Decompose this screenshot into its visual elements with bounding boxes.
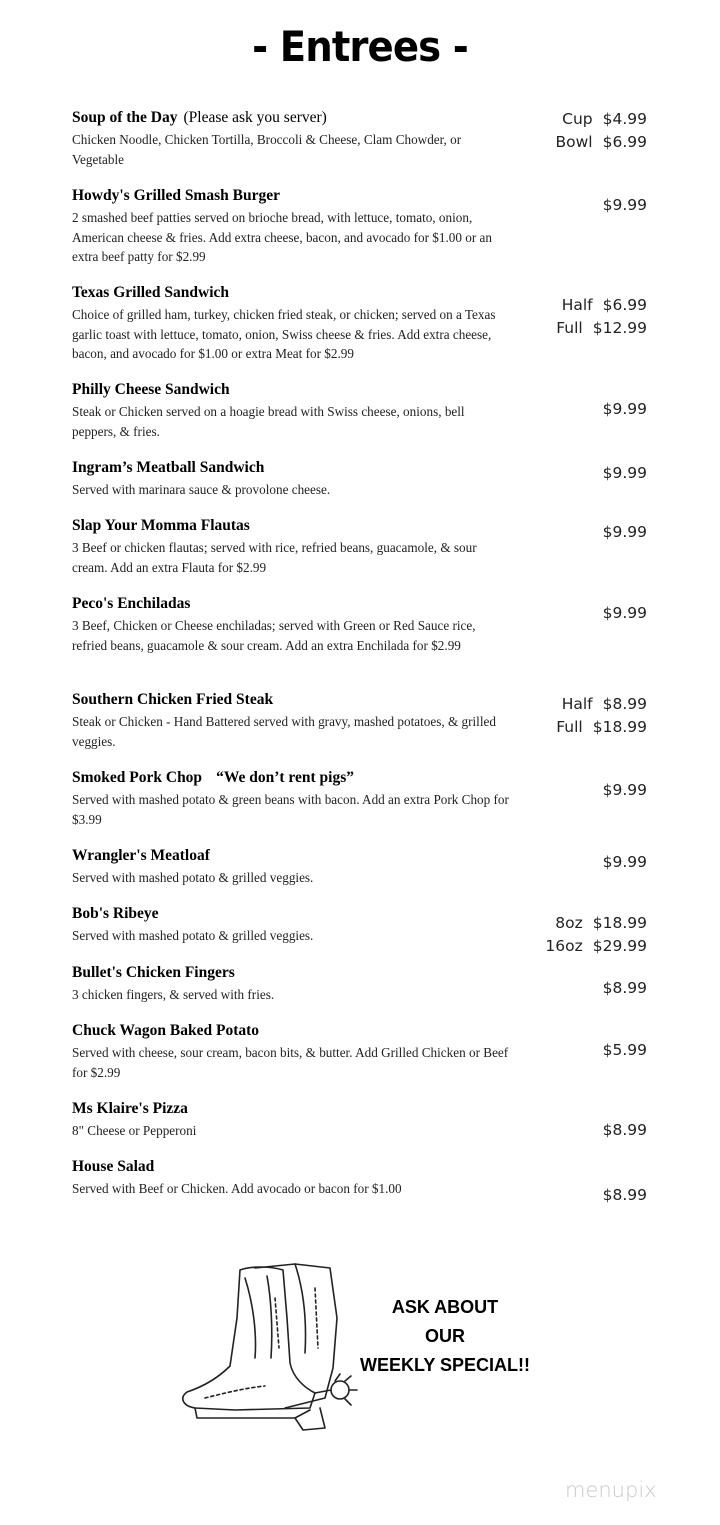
menu-item (72, 846, 647, 888)
menu-item (72, 458, 647, 500)
price-value: $9.99 (602, 196, 647, 214)
item-title: Chuck Wagon Baked Potato (72, 1022, 260, 1039)
item-title: Ms Klaire's Pizza (72, 1100, 188, 1117)
item-title: Smoked Pork Chop (72, 769, 203, 786)
price-label: Cup (562, 110, 593, 128)
item-description: Steak or Chicken served on a hoagie bread with Swiss cheese, onions, bell peppers, & fries. (72, 404, 465, 439)
price-value: $8.99 (602, 1186, 647, 1204)
price-row (603, 602, 647, 625)
price-row (603, 1119, 647, 1142)
item-description: Served with cheese, sour cream, bacon bits, & butter. Add Grilled Chicken or Beef for $2.99 (72, 1045, 509, 1080)
item-description: 8" Cheese or Pepperoni (72, 1123, 197, 1138)
item-name (72, 768, 647, 788)
item-title: Bob's Ribeye (72, 905, 159, 922)
item-prices (603, 779, 647, 802)
item-prices (603, 1119, 647, 1142)
item-prices (556, 693, 647, 739)
item-description: 3 chicken fingers, & served with fries. (72, 987, 275, 1002)
price-row (603, 1184, 647, 1207)
menu-item (72, 1157, 647, 1204)
price-row (556, 693, 647, 716)
item-name (72, 380, 647, 400)
item-title: Southern Chicken Fried Steak (72, 691, 274, 708)
price-row (556, 131, 647, 154)
item-prices (603, 1039, 647, 1062)
menu-item (72, 1021, 647, 1082)
item-name (72, 1157, 647, 1177)
item-title: Ingram’s Meatball Sandwich (72, 459, 265, 476)
item-title: Wrangler's Meatloaf (72, 847, 210, 864)
item-prices (545, 912, 647, 958)
menu-item (72, 516, 647, 577)
price-row (556, 317, 647, 340)
price-row (545, 935, 647, 958)
item-title: Soup of the Day (72, 109, 178, 126)
price-row (603, 521, 647, 544)
price-row (556, 108, 647, 131)
menu-item (72, 380, 647, 441)
item-title: Texas Grilled Sandwich (72, 284, 230, 301)
price-value: $5.99 (602, 1041, 647, 1059)
menu-item (72, 690, 647, 751)
menu-item (72, 108, 647, 169)
menu-item (72, 768, 647, 829)
price-label: 8oz (555, 914, 583, 932)
item-prices (603, 521, 647, 544)
special-line-2: OUR (425, 1326, 465, 1346)
item-description: Served with marinara sauce & provolone cheese. (72, 482, 331, 497)
item-prices (603, 977, 647, 1000)
menu-item (72, 963, 647, 1005)
price-row (603, 398, 647, 421)
price-label: Full (556, 718, 583, 736)
special-line-1: ASK ABOUT (391, 1297, 499, 1317)
item-description: 3 Beef or chicken flautas; served with rice, refried beans, guacamole, & sour cream. Add an extra Flauta for $2.99 (72, 540, 477, 575)
item-note: (Please ask you server) (183, 109, 327, 126)
item-name (72, 1099, 647, 1119)
item-description: 3 Beef, Chicken or Cheese enchiladas; served with Green or Red Sauce rice, refried beans, guacamole & sour cream. Add an extra Enchilada for $2.99 (72, 618, 476, 653)
item-name (72, 963, 647, 983)
menu-item (72, 594, 647, 655)
item-name (72, 458, 647, 478)
price-row (603, 462, 647, 485)
menu-item (72, 904, 647, 955)
price-row (556, 294, 647, 317)
price-value: $29.99 (592, 937, 647, 955)
price-value: $9.99 (602, 400, 647, 418)
special-line-3: WEEKLY SPECIAL!! (359, 1355, 531, 1375)
page-title: - Entrees - (252, 22, 468, 71)
price-row (603, 851, 647, 874)
price-value: $9.99 (602, 604, 647, 622)
item-prices (556, 294, 647, 340)
price-label: Half (561, 695, 593, 713)
cowboy-boot-icon (175, 1258, 365, 1438)
weekly-special-callout (345, 1293, 545, 1380)
price-value: $8.99 (602, 979, 647, 997)
item-prices (603, 851, 647, 874)
item-name (72, 846, 647, 866)
watermark: menupix (565, 1478, 657, 1502)
item-title: Bullet's Chicken Fingers (72, 964, 235, 981)
item-note: “We don’t rent pigs” (216, 769, 354, 786)
item-description: Served with mashed potato & green beans with bacon. Add an extra Pork Chop for $3.99 (72, 792, 509, 827)
item-description: 2 smashed beef patties served on brioche bread, with lettuce, tomato, onion, American cheese & fries. Add extra cheese, bacon, and avocado for $1.00 or an extra beef patty for $2.99 (72, 210, 492, 264)
price-label: Bowl (555, 133, 593, 151)
price-value: $4.99 (602, 110, 647, 128)
price-value: $18.99 (592, 718, 647, 736)
item-description: Served with mashed potato & grilled veggies. (72, 870, 314, 885)
price-row (603, 1039, 647, 1062)
price-label: Half (561, 296, 593, 314)
item-title: Peco's Enchiladas (72, 595, 191, 612)
item-name (72, 186, 647, 206)
item-prices (603, 1184, 647, 1207)
menu-item (72, 186, 647, 267)
price-label: 16oz (545, 937, 583, 955)
item-prices (603, 602, 647, 625)
item-description: Served with Beef or Chicken. Add avocado or bacon for $1.00 (72, 1181, 402, 1196)
price-value: $8.99 (602, 695, 647, 713)
item-prices (603, 462, 647, 485)
item-prices (603, 194, 647, 217)
price-row (556, 716, 647, 739)
item-name (72, 516, 647, 536)
price-value: $9.99 (602, 523, 647, 541)
price-value: $18.99 (592, 914, 647, 932)
item-title: Philly Cheese Sandwich (72, 381, 230, 398)
menu-item (72, 283, 647, 364)
price-value: $6.99 (602, 133, 647, 151)
price-row (603, 194, 647, 217)
item-name (72, 1021, 647, 1041)
price-value: $9.99 (602, 781, 647, 799)
item-prices (603, 398, 647, 421)
price-row (603, 977, 647, 1000)
item-prices (556, 108, 647, 154)
price-value: $8.99 (602, 1121, 647, 1139)
item-title: House Salad (72, 1158, 155, 1175)
price-row (545, 912, 647, 935)
price-row (603, 779, 647, 802)
price-value: $12.99 (592, 319, 647, 337)
item-description: Choice of grilled ham, turkey, chicken fried steak, or chicken; served on a Texas garlic toast with lettuce, tomato, onion, Swiss cheese & fries. Add extra cheese, bacon, and avocado for $1.00 or extra Meat for $2.99 (72, 307, 496, 361)
item-title: Howdy's Grilled Smash Burger (72, 187, 280, 204)
item-name (72, 594, 647, 614)
item-description: Served with mashed potato & grilled veggies. (72, 928, 314, 943)
price-label: Full (556, 319, 583, 337)
price-value: $6.99 (602, 296, 647, 314)
price-value: $9.99 (602, 853, 647, 871)
menu-item (72, 1099, 647, 1141)
price-value: $9.99 (602, 464, 647, 482)
item-description: Chicken Noodle, Chicken Tortilla, Broccoli & Cheese, Clam Chowder, or Vegetable (72, 132, 462, 167)
item-title: Slap Your Momma Flautas (72, 517, 250, 534)
item-description: Steak or Chicken - Hand Battered served with gravy, mashed potatoes, & grilled veggies. (72, 714, 496, 749)
